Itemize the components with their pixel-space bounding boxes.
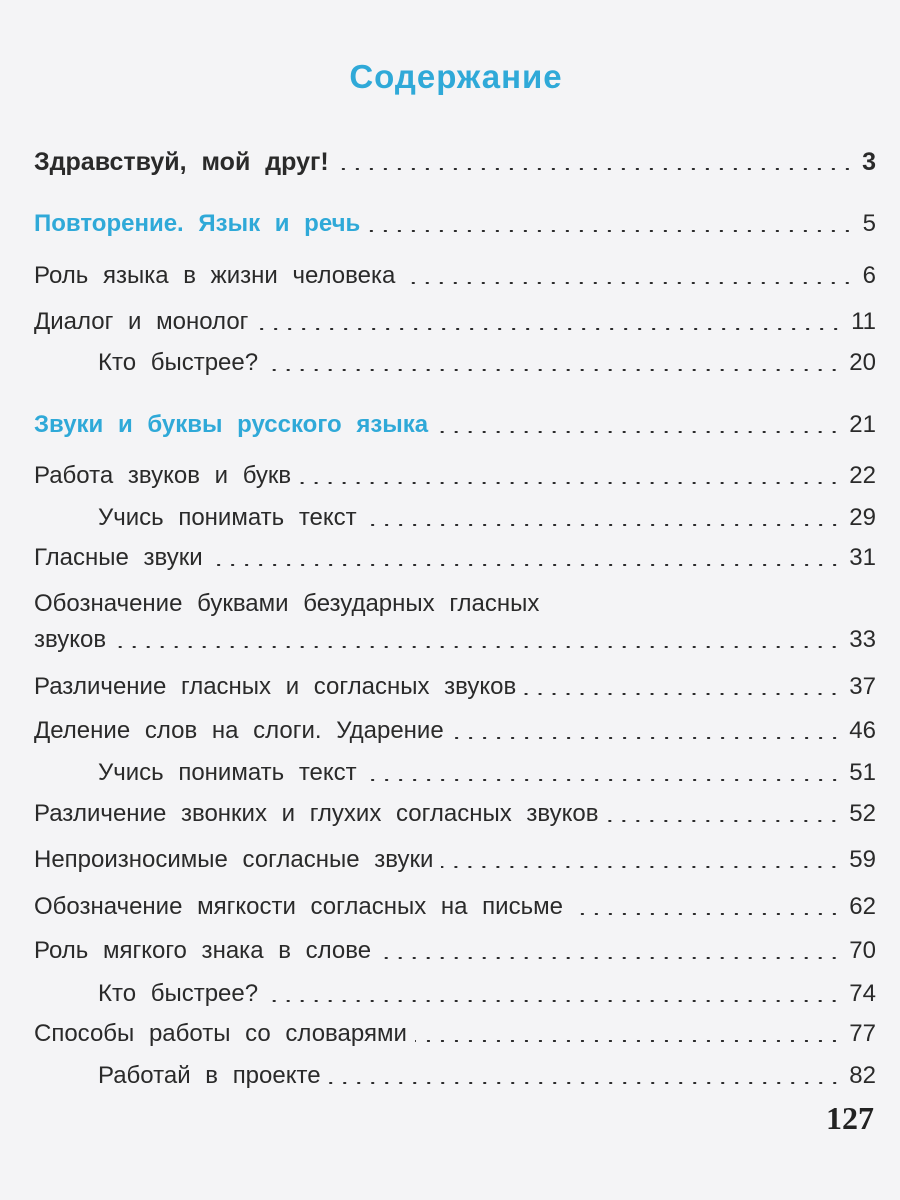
toc-entry[interactable] <box>34 937 876 965</box>
toc-entry-label: Учись понимать текст <box>98 504 357 531</box>
dot-leader <box>452 737 842 739</box>
toc-entry-page: 33 <box>849 626 876 653</box>
dot-leader <box>211 564 842 566</box>
toc-entry-label: Диалог и монолог <box>34 308 249 335</box>
toc-entry-label: Гласные звуки <box>34 544 203 571</box>
toc-entry-label: Кто быстрее? <box>98 349 259 376</box>
toc-entry-page: 52 <box>849 800 876 827</box>
toc-entry[interactable] <box>34 717 876 745</box>
toc-entry-page: 11 <box>851 308 876 335</box>
toc-entry-label-line1: Обозначение буквами безударных гласных <box>34 590 540 617</box>
page-number: 127 <box>826 1100 874 1136</box>
toc-entry-page: 31 <box>849 544 876 571</box>
toc-entry-label: Различение звонких и глухих согласных звуков <box>34 800 599 827</box>
dot-leader <box>114 646 841 648</box>
toc-entry-page: 37 <box>849 673 876 700</box>
toc-entry-page: 74 <box>849 980 876 1007</box>
toc-entry-label: Учись понимать текст <box>98 759 357 786</box>
toc-entry-label: Непроизносимые согласные звуки <box>34 846 434 873</box>
toc-subentry[interactable] <box>34 759 876 787</box>
toc-entry-page: 62 <box>849 893 876 920</box>
toc-subentry[interactable] <box>34 349 876 377</box>
toc-entry-page: 29 <box>849 504 876 531</box>
toc-entry[interactable] <box>34 148 876 176</box>
toc-entry-label: Различение гласных и согласных звуков <box>34 673 517 700</box>
toc-entry-label: Обозначение мягкости согласных на письме <box>34 893 563 920</box>
dot-leader <box>365 779 842 781</box>
page-title: Содержание <box>349 58 563 95</box>
toc-entry-page: 51 <box>849 759 876 786</box>
toc-subentry[interactable] <box>34 1062 876 1090</box>
toc-entry[interactable] <box>34 846 876 874</box>
toc-entry-page: 82 <box>849 1062 876 1089</box>
dot-leader <box>379 957 841 959</box>
dot-leader <box>524 693 841 695</box>
toc-entry-label: Роль мягкого знака в слове <box>34 937 372 964</box>
dot-leader <box>606 820 841 822</box>
toc-entry[interactable] <box>34 544 876 572</box>
toc-entry-page: 46 <box>849 717 876 744</box>
toc-subentry[interactable] <box>34 980 876 1008</box>
toc-entry-label: Здравствуй, мой друг! <box>34 148 329 176</box>
dot-leader <box>299 482 841 484</box>
toc-entry[interactable] <box>34 462 876 490</box>
toc-entry-page: 22 <box>849 462 876 489</box>
toc-section-label: Звуки и буквы русского языка <box>34 411 429 438</box>
toc-entry-page: 3 <box>862 148 876 176</box>
toc-entry-label: Роль языка в жизни человека <box>34 262 396 289</box>
dot-leader <box>266 1000 841 1002</box>
toc-entry[interactable] <box>34 262 876 290</box>
toc-entry-label: Кто быстрее? <box>98 980 259 1007</box>
toc-section-label: Повторение. Язык и речь <box>34 210 361 237</box>
toc-entry[interactable] <box>34 893 876 921</box>
toc-entry-label: Работа звуков и букв <box>34 462 292 489</box>
toc-entry-page: 70 <box>849 937 876 964</box>
toc-entry-page: 21 <box>849 411 876 438</box>
toc-subentry[interactable] <box>34 504 876 532</box>
dot-leader <box>365 524 842 526</box>
toc-section-heading[interactable] <box>34 411 876 439</box>
dot-leader <box>368 230 854 232</box>
toc-entry-page: 6 <box>862 262 876 289</box>
dot-leader <box>266 369 841 371</box>
toc-entry-label: Работай в проекте <box>98 1062 321 1089</box>
dot-leader <box>436 431 841 433</box>
toc-entry[interactable] <box>34 1020 876 1048</box>
toc-entry-label: Способы работы со словарями <box>34 1020 407 1047</box>
dot-leader <box>415 1040 841 1042</box>
dot-leader <box>329 1082 842 1084</box>
toc-entry[interactable] <box>34 673 876 701</box>
toc-entry[interactable] <box>34 800 876 828</box>
dot-leader <box>403 282 854 284</box>
dot-leader <box>441 866 841 868</box>
dot-leader <box>571 913 841 915</box>
toc-entry-page: 77 <box>849 1020 876 1047</box>
dot-leader <box>256 328 843 330</box>
toc-entry-page: 59 <box>849 846 876 873</box>
toc-entry-page: 5 <box>862 210 876 237</box>
toc-entry-page: 20 <box>849 349 876 376</box>
toc-entry-label: звуков <box>34 626 107 653</box>
toc-entry-label: Деление слов на слоги. Ударение <box>34 717 444 744</box>
toc-entry[interactable] <box>34 626 876 654</box>
toc-section-heading[interactable] <box>34 210 876 238</box>
dot-leader <box>337 168 854 170</box>
toc-entry[interactable] <box>34 308 876 336</box>
